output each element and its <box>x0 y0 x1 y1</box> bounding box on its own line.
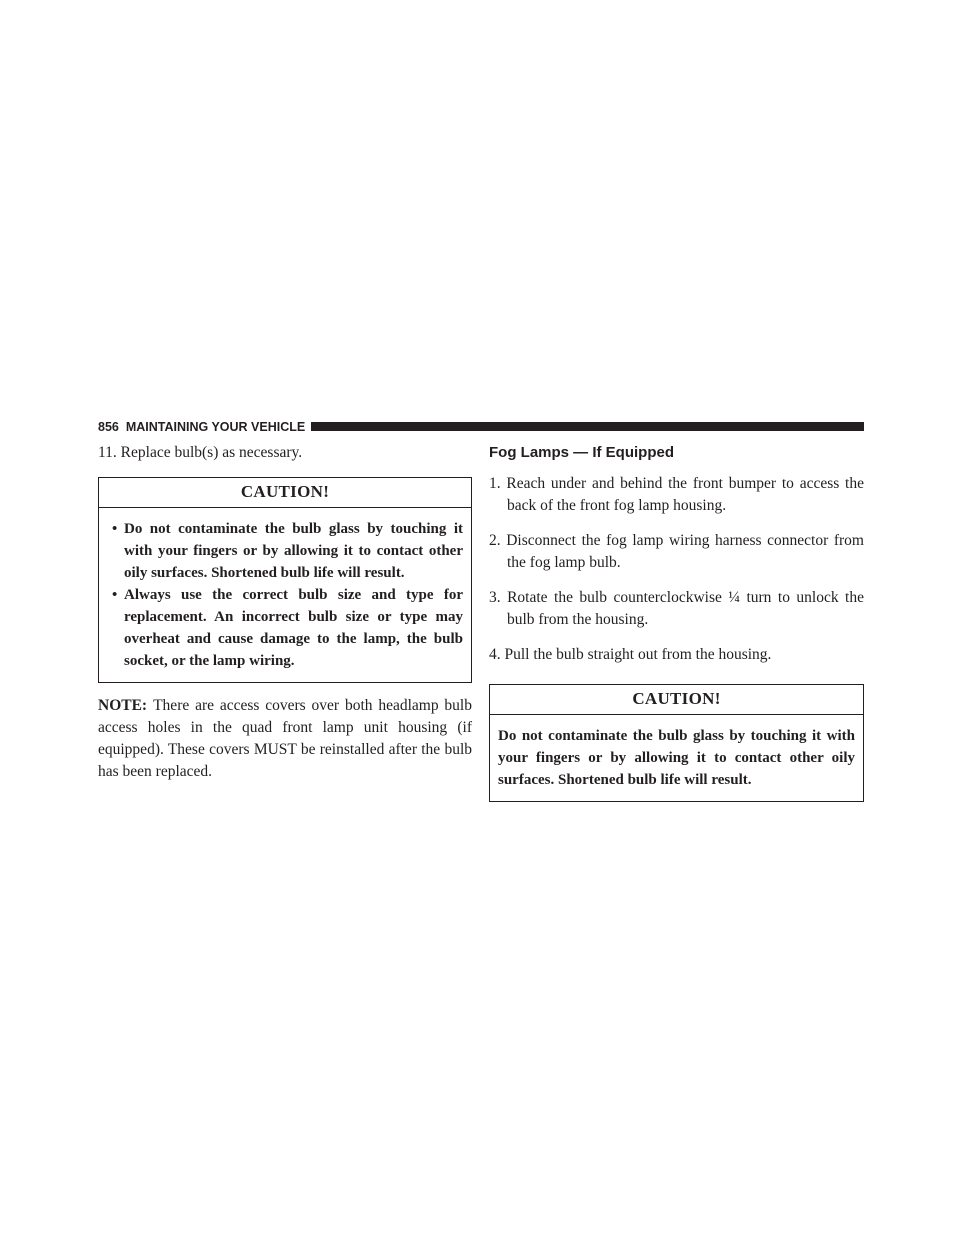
page-header <box>98 420 864 434</box>
caution-body <box>99 508 471 682</box>
step-item: 2. Disconnect the fog lamp wiring harness connector from the fog lamp bulb. <box>489 532 864 571</box>
caution-item <box>107 518 463 584</box>
header-text <box>98 420 311 434</box>
left-column <box>98 442 472 783</box>
note-text: There are access covers over both headlamp bulb access holes in the quad front lamp unit housing (if equipped). These covers MUST be reinstalled after the bulb has been replaced. <box>98 697 472 780</box>
page-number: 856 <box>98 420 119 434</box>
step-item: 1. Reach under and behind the front bumper to access the back of the front fog lamp housing. <box>489 475 864 514</box>
caution-item-text: Do not contaminate the bulb glass by touching it with your fingers or by allowing it to contact other oily surfaces. Shortened bulb life will result. <box>124 521 463 581</box>
step-11: 11. Replace bulb(s) as necessary. <box>98 444 303 461</box>
bullet-icon: • <box>112 521 118 537</box>
caution-item-text: Always use the correct bulb size and type for replacement. An incorrect bulb size or type may overheat and cause damage to the lamp, the bulb socket, or the lamp wiring. <box>124 587 463 669</box>
caution-title: CAUTION! <box>490 685 863 715</box>
caution-box-1 <box>98 477 472 683</box>
section-title: Fog Lamps — If Equipped <box>489 444 674 461</box>
note-paragraph <box>98 695 472 783</box>
caution-item <box>107 584 463 672</box>
step-item: 3. Rotate the bulb counterclockwise ¼ turn to unlock the bulb from the housing. <box>489 589 864 628</box>
step-item: 4. Pull the bulb straight out from the housing. <box>489 646 772 663</box>
right-column <box>489 442 864 802</box>
note-label: NOTE: <box>98 697 148 714</box>
caution-box-2 <box>489 684 864 802</box>
caution-body <box>490 715 863 801</box>
section-name: MAINTAINING YOUR VEHICLE <box>125 420 306 434</box>
caution-title: CAUTION! <box>99 478 471 508</box>
bullet-icon: • <box>112 587 118 603</box>
caution-text: Do not contaminate the bulb glass by touching it with your fingers or by allowing it to contact other oily surfaces. Shortened bulb life will result. <box>498 728 855 788</box>
